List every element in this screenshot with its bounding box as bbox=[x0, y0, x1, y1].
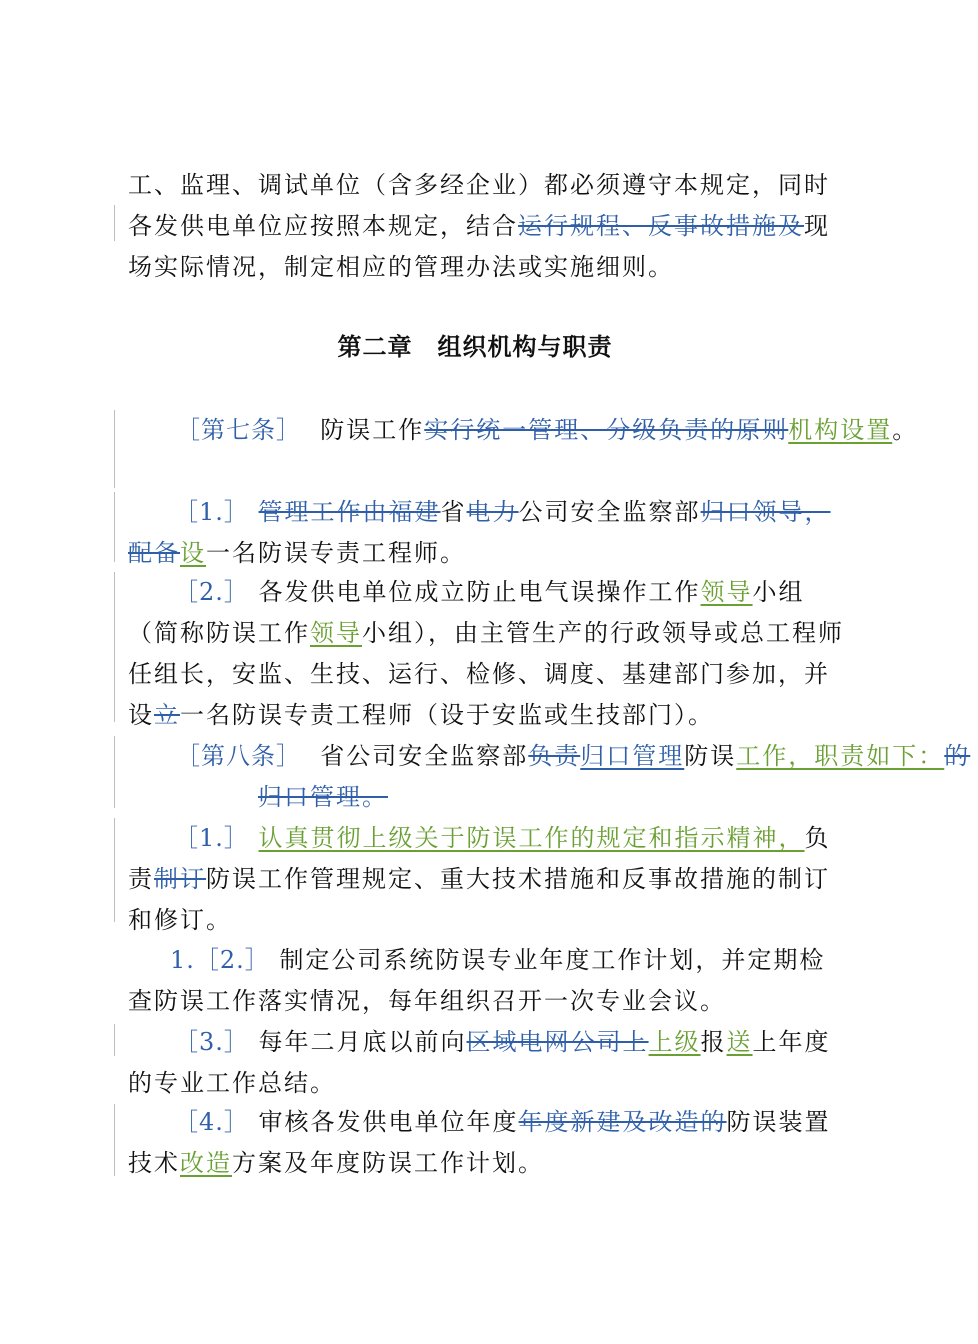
inserted-text: 上级 bbox=[648, 1028, 701, 1056]
article-8-item-3 bbox=[128, 1022, 848, 1104]
text: 省公司安全监察部 bbox=[320, 742, 529, 770]
text: 防误工作管理规定、重大技术措施和反事故措施的制订和修订。 bbox=[128, 865, 830, 934]
deleted-text: 管理工作由福建 bbox=[258, 498, 441, 526]
item-number: ［2.］ bbox=[174, 578, 249, 606]
change-bar bbox=[114, 205, 115, 241]
inserted-text: 认真贯彻上级关于防误工作的规定和指示精神， bbox=[258, 824, 805, 852]
item-number: ［3.］ bbox=[174, 1028, 249, 1056]
deleted-text: 年度新建及改造的 bbox=[518, 1108, 727, 1136]
chapter-title: 第二章 组织机构与职责 bbox=[337, 333, 613, 361]
inserted-text: 工作，职责如下： bbox=[736, 742, 945, 770]
article-number: ［第八条］ bbox=[176, 742, 301, 770]
change-bar bbox=[114, 736, 115, 808]
article-7-item-2 bbox=[128, 572, 848, 736]
inserted-text: 机构设置 bbox=[788, 416, 893, 444]
text: 报 bbox=[700, 1028, 727, 1056]
article-8-item-2 bbox=[128, 940, 848, 1022]
text: 方案及年度防误工作计划。 bbox=[232, 1149, 544, 1177]
inserted-text: 改造 bbox=[180, 1149, 232, 1177]
change-bar bbox=[114, 572, 115, 722]
item-number: ［1.］ bbox=[174, 498, 249, 526]
change-bar bbox=[114, 492, 115, 562]
text: 每年二月底以前向 bbox=[258, 1028, 467, 1056]
text: 制定公司系统防误专业年度工作计划，并定期检查防误工作落实情况，每年组织召开一次专业会议。 bbox=[128, 946, 826, 1015]
text: 小组（简称防误工作 bbox=[128, 578, 805, 647]
article-8 bbox=[128, 736, 978, 818]
paragraph-intro bbox=[128, 165, 848, 288]
text: 防误工作 bbox=[320, 416, 425, 444]
text: 。 bbox=[892, 416, 919, 444]
article-7 bbox=[128, 410, 978, 451]
article-8-item-4 bbox=[128, 1102, 848, 1184]
item-number: ［4.］ bbox=[174, 1108, 249, 1136]
text: 现场实际情况，制定相应的管理办法或实施细则。 bbox=[128, 212, 830, 281]
text: 防误 bbox=[684, 742, 737, 770]
text: 防误装置技术 bbox=[128, 1108, 831, 1177]
inserted-text: 领导 bbox=[700, 578, 753, 606]
deleted-text: 负责 bbox=[528, 742, 581, 770]
deleted-text: 制订 bbox=[154, 865, 206, 893]
deleted-text: 实行统一管理、分级负责的原则 bbox=[424, 416, 789, 444]
text: 工、监理、调试单位（含多经企业）都必须遵守本规定，同时各发供电单位应按照本规定，结合 bbox=[128, 171, 830, 240]
article-7-item-1 bbox=[128, 492, 848, 574]
article-number: ［第七条］ bbox=[176, 416, 301, 444]
text: 各发供电单位成立防止电气误操作工作 bbox=[258, 578, 701, 606]
text: 公司安全监察部 bbox=[518, 498, 701, 526]
text: 上年度的专业工作总结。 bbox=[128, 1028, 831, 1097]
change-bar bbox=[114, 410, 115, 488]
change-bar bbox=[114, 818, 115, 922]
deleted-text: 区域电网公司上 bbox=[466, 1028, 649, 1056]
deleted-text: 的归口管理。 bbox=[258, 742, 971, 811]
change-bar bbox=[114, 1104, 115, 1176]
text: 一名防误专责工程师。 bbox=[206, 539, 466, 567]
text: 负责 bbox=[128, 824, 831, 893]
inserted-text: 送 bbox=[726, 1028, 753, 1056]
change-bar bbox=[114, 1024, 115, 1056]
inserted-text: 设 bbox=[180, 539, 206, 567]
item-number: ［1.］ bbox=[174, 824, 249, 852]
deleted-text: 电力 bbox=[466, 498, 519, 526]
inserted-text: 领导 bbox=[310, 619, 362, 647]
deleted-text: 归口领导，配备 bbox=[128, 498, 831, 567]
inserted-text: 归口管理 bbox=[580, 742, 685, 770]
text: 审核各发供电单位年度 bbox=[258, 1108, 519, 1136]
text: 小组），由主管生产的行政领导或总工程师任组长，安监、生技、运行、检修、调度、基建部门参加，并设 bbox=[128, 619, 844, 729]
item-number: 1.［2.］ bbox=[170, 946, 270, 974]
deleted-text: 运行规程、反事故措施及 bbox=[518, 212, 804, 240]
text: 省 bbox=[440, 498, 467, 526]
text: 一名防误专责工程师（设于安监或生技部门）。 bbox=[180, 701, 714, 729]
deleted-text: 立 bbox=[154, 701, 180, 729]
article-8-item-1 bbox=[128, 818, 848, 941]
